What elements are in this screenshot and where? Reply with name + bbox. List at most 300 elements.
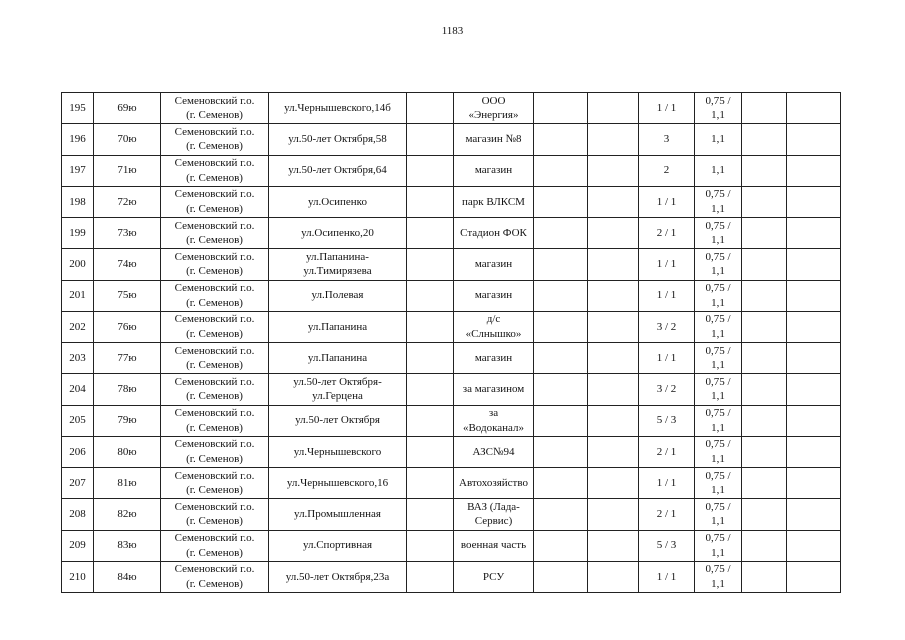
cell-address-line: ул.50-лет Октября,58 [288, 133, 387, 146]
cell-location [454, 186, 534, 217]
cell-empty [407, 499, 454, 530]
table-row [62, 280, 841, 311]
cell-row-number-text: 205 [69, 414, 86, 427]
cell-code [94, 93, 161, 124]
cell-row-number [62, 561, 94, 592]
cell-count-text: 5 / 3 [656, 414, 677, 427]
cell-rate-line: 1,1 [711, 265, 725, 278]
cell-empty [787, 186, 841, 217]
cell-empty [407, 186, 454, 217]
cell-municipality [161, 405, 269, 436]
cell-count-text: 1 / 1 [656, 570, 677, 583]
cell-address-line: ул.50-лет Октября- [293, 375, 382, 388]
table-row [62, 343, 841, 374]
cell-empty [534, 436, 588, 467]
cell-address [269, 468, 407, 499]
cell-location [454, 468, 534, 499]
cell-code-text: 70ю [117, 133, 137, 146]
cell-rate [695, 186, 742, 217]
cell-empty [588, 374, 639, 405]
cell-empty [588, 218, 639, 249]
cell-rate-line: 1,1 [711, 515, 725, 528]
cell-location-line: «Слнышко» [465, 327, 522, 340]
cell-rate [695, 249, 742, 280]
cell-empty [742, 186, 787, 217]
cell-empty [534, 311, 588, 342]
cell-empty [407, 561, 454, 592]
cell-row-number [62, 374, 94, 405]
cell-code-text: 83ю [117, 539, 137, 552]
cell-location-line: Стадион ФОК [460, 226, 527, 239]
cell-municipality-line: Семеновский г.о. [174, 219, 255, 232]
cell-empty [742, 436, 787, 467]
cell-empty [407, 436, 454, 467]
cell-empty [742, 280, 787, 311]
cell-count [639, 436, 695, 467]
cell-location [454, 124, 534, 155]
cell-municipality-line: (г. Семенов) [186, 515, 243, 528]
cell-count [639, 249, 695, 280]
cell-empty [407, 311, 454, 342]
cell-code-text: 73ю [117, 226, 137, 239]
cell-rate-line: 1,1 [711, 390, 725, 403]
table-row [62, 218, 841, 249]
cell-rate-line: 0,75 / [705, 375, 731, 388]
cell-count [639, 561, 695, 592]
cell-rate-line: 0,75 / [705, 532, 731, 545]
cell-row-number-text: 198 [69, 195, 86, 208]
cell-row-number-text: 208 [69, 508, 86, 521]
cell-empty [534, 374, 588, 405]
table-body [62, 93, 841, 593]
cell-location-line: за [488, 407, 499, 420]
cell-code [94, 436, 161, 467]
cell-municipality-line: Семеновский г.о. [174, 563, 255, 576]
cell-row-number-text: 204 [69, 383, 86, 396]
cell-municipality-line: (г. Семенов) [186, 359, 243, 372]
cell-count-text: 1 / 1 [656, 289, 677, 302]
cell-row-number [62, 186, 94, 217]
cell-row-number-text: 207 [69, 476, 86, 489]
cell-code [94, 405, 161, 436]
cell-code-text: 69ю [117, 101, 137, 114]
cell-municipality-line: Семеновский г.о. [174, 250, 255, 263]
cell-location [454, 499, 534, 530]
cell-municipality-line: Семеновский г.о. [174, 344, 255, 357]
cell-rate-line: 1,1 [711, 452, 725, 465]
cell-location [454, 530, 534, 561]
cell-count [639, 186, 695, 217]
cell-empty [588, 93, 639, 124]
cell-address-line: ул.Спортивная [302, 539, 373, 552]
cell-municipality [161, 436, 269, 467]
cell-code-text: 80ю [117, 445, 137, 458]
cell-empty [588, 124, 639, 155]
cell-municipality-line: Семеновский г.о. [174, 375, 255, 388]
cell-code-text: 84ю [117, 570, 137, 583]
cell-count-text: 5 / 3 [656, 539, 677, 552]
table-row [62, 124, 841, 155]
cell-empty [588, 249, 639, 280]
cell-location-line: АЗС№94 [472, 445, 515, 458]
cell-count [639, 93, 695, 124]
cell-count-text: 2 / 1 [656, 508, 677, 521]
cell-rate [695, 530, 742, 561]
cell-address [269, 155, 407, 186]
cell-location [454, 311, 534, 342]
cell-row-number [62, 436, 94, 467]
cell-rate [695, 124, 742, 155]
cell-municipality [161, 468, 269, 499]
cell-municipality-line: (г. Семенов) [186, 577, 243, 590]
cell-location-line: «Энергия» [468, 109, 519, 122]
cell-address [269, 186, 407, 217]
cell-rate [695, 155, 742, 186]
cell-address-line: ул.50-лет Октября [295, 414, 380, 427]
cell-empty [588, 436, 639, 467]
cell-municipality-line: (г. Семенов) [186, 296, 243, 309]
cell-location [454, 280, 534, 311]
cell-count [639, 343, 695, 374]
cell-empty [742, 311, 787, 342]
cell-address [269, 499, 407, 530]
cell-municipality-line: Семеновский г.о. [174, 313, 255, 326]
cell-municipality-line: Семеновский г.о. [174, 188, 255, 201]
cell-address-line: ул.Чернышевского,16 [286, 476, 389, 489]
cell-row-number [62, 311, 94, 342]
cell-count-text: 2 [663, 164, 670, 177]
cell-municipality-line: (г. Семенов) [186, 452, 243, 465]
cell-municipality [161, 561, 269, 592]
cell-row-number [62, 343, 94, 374]
cell-location-line: Автохозяйство [459, 476, 528, 489]
cell-code [94, 249, 161, 280]
cell-address-line: ул.50-лет Октября,64 [288, 164, 387, 177]
cell-empty [787, 499, 841, 530]
table-row [62, 561, 841, 592]
cell-row-number [62, 468, 94, 499]
cell-empty [742, 124, 787, 155]
cell-empty [534, 93, 588, 124]
cell-rate-line: 1,1 [711, 133, 725, 146]
cell-municipality-line: (г. Семенов) [186, 546, 243, 559]
cell-count [639, 280, 695, 311]
cell-empty [534, 561, 588, 592]
cell-empty [407, 468, 454, 499]
cell-address-line: ул.Полевая [311, 289, 364, 302]
cell-location [454, 218, 534, 249]
cell-row-number-text: 203 [69, 351, 86, 364]
cell-empty [534, 124, 588, 155]
cell-empty [787, 155, 841, 186]
cell-location-line: ВАЗ (Лада- [467, 500, 520, 513]
cell-location [454, 93, 534, 124]
cell-empty [787, 374, 841, 405]
table-row [62, 405, 841, 436]
page-number: 1183 [441, 25, 464, 37]
cell-municipality [161, 218, 269, 249]
cell-row-number [62, 405, 94, 436]
cell-count-text: 2 / 1 [656, 226, 677, 239]
cell-location-line: магазин [474, 351, 513, 364]
cell-code [94, 186, 161, 217]
cell-empty [534, 468, 588, 499]
cell-address [269, 93, 407, 124]
data-table [61, 92, 841, 593]
cell-municipality [161, 93, 269, 124]
cell-rate-line: 0,75 / [705, 282, 731, 295]
cell-rate [695, 499, 742, 530]
cell-municipality-line: Семеновский г.о. [174, 407, 255, 420]
cell-rate [695, 93, 742, 124]
cell-empty [407, 249, 454, 280]
cell-location-line: ООО [481, 94, 506, 107]
cell-municipality-line: (г. Семенов) [186, 327, 243, 340]
cell-rate [695, 374, 742, 405]
cell-count-text: 1 / 1 [656, 476, 677, 489]
cell-address-line: ул.Чернышевского [293, 445, 382, 458]
cell-count-text: 1 / 1 [656, 195, 677, 208]
cell-municipality [161, 374, 269, 405]
cell-empty [407, 530, 454, 561]
cell-rate-line: 1,1 [711, 421, 725, 434]
cell-empty [534, 530, 588, 561]
cell-address [269, 311, 407, 342]
cell-count-text: 1 / 1 [656, 101, 677, 114]
cell-empty [588, 405, 639, 436]
cell-rate [695, 311, 742, 342]
cell-count [639, 405, 695, 436]
cell-municipality [161, 499, 269, 530]
cell-municipality [161, 343, 269, 374]
cell-location-line: Сервис) [474, 515, 513, 528]
cell-count-text: 1 / 1 [656, 258, 677, 271]
cell-location [454, 405, 534, 436]
cell-municipality-line: (г. Семенов) [186, 390, 243, 403]
cell-code [94, 499, 161, 530]
cell-empty [534, 343, 588, 374]
cell-empty [742, 249, 787, 280]
cell-row-number [62, 93, 94, 124]
cell-location [454, 343, 534, 374]
cell-municipality [161, 124, 269, 155]
cell-row-number-text: 201 [69, 289, 86, 302]
cell-municipality [161, 155, 269, 186]
cell-address-line: ул.50-лет Октября,23а [285, 570, 390, 583]
cell-municipality-line: (г. Семенов) [186, 265, 243, 278]
cell-empty [588, 280, 639, 311]
cell-count [639, 374, 695, 405]
cell-code [94, 530, 161, 561]
table-row [62, 374, 841, 405]
cell-row-number [62, 249, 94, 280]
cell-address [269, 561, 407, 592]
cell-location-line: парк ВЛКСМ [462, 195, 525, 208]
cell-municipality-line: Семеновский г.о. [174, 469, 255, 482]
cell-address-line: ул.Промышленная [294, 508, 381, 521]
cell-row-number-text: 200 [69, 258, 86, 271]
cell-empty [407, 124, 454, 155]
cell-code-text: 71ю [117, 164, 137, 177]
table-row [62, 155, 841, 186]
cell-location [454, 249, 534, 280]
cell-empty [534, 280, 588, 311]
cell-rate-line: 1,1 [711, 296, 725, 309]
cell-empty [407, 93, 454, 124]
cell-municipality-line: (г. Семенов) [186, 202, 243, 215]
cell-code [94, 343, 161, 374]
cell-code-text: 76ю [117, 320, 137, 333]
cell-code-text: 74ю [117, 258, 137, 271]
cell-row-number [62, 218, 94, 249]
cell-empty [787, 218, 841, 249]
cell-location-line: д/с [486, 313, 501, 326]
cell-count [639, 468, 695, 499]
cell-municipality-line: (г. Семенов) [186, 109, 243, 122]
cell-row-number-text: 209 [69, 539, 86, 552]
cell-empty [534, 186, 588, 217]
cell-rate-line: 0,75 / [705, 219, 731, 232]
cell-empty [588, 343, 639, 374]
table-row [62, 311, 841, 342]
cell-municipality-line: Семеновский г.о. [174, 94, 255, 107]
cell-rate [695, 218, 742, 249]
cell-rate-line: 0,75 / [705, 438, 731, 451]
cell-empty [588, 155, 639, 186]
cell-empty [787, 468, 841, 499]
cell-rate-line: 0,75 / [705, 188, 731, 201]
cell-empty [742, 343, 787, 374]
cell-address-line: ул.Папанина- [306, 250, 369, 263]
cell-municipality-line: (г. Семенов) [186, 140, 243, 153]
cell-location [454, 436, 534, 467]
cell-municipality-line: (г. Семенов) [186, 421, 243, 434]
cell-empty [742, 155, 787, 186]
table-row [62, 499, 841, 530]
cell-code [94, 155, 161, 186]
cell-rate-line: 1,1 [711, 359, 725, 372]
cell-rate [695, 280, 742, 311]
cell-code-text: 78ю [117, 383, 137, 396]
cell-municipality-line: Семеновский г.о. [174, 125, 255, 138]
cell-empty [742, 561, 787, 592]
cell-count [639, 499, 695, 530]
cell-empty [787, 405, 841, 436]
cell-address-line: ул.Осипенко [308, 195, 367, 208]
cell-row-number-text: 195 [69, 101, 86, 114]
cell-empty [787, 311, 841, 342]
cell-empty [407, 405, 454, 436]
cell-rate [695, 468, 742, 499]
table-row [62, 436, 841, 467]
cell-address [269, 343, 407, 374]
cell-empty [787, 561, 841, 592]
cell-empty [407, 374, 454, 405]
cell-count [639, 311, 695, 342]
cell-municipality-line: (г. Семенов) [186, 484, 243, 497]
cell-rate-line: 0,75 / [705, 500, 731, 513]
cell-count-text: 3 / 2 [656, 383, 677, 396]
cell-row-number-text: 202 [69, 320, 86, 333]
cell-municipality [161, 311, 269, 342]
cell-code-text: 79ю [117, 414, 137, 427]
cell-rate [695, 561, 742, 592]
cell-rate [695, 405, 742, 436]
cell-empty [534, 499, 588, 530]
cell-rate-line: 1,1 [711, 327, 725, 340]
cell-code-text: 75ю [117, 289, 137, 302]
cell-address [269, 374, 407, 405]
cell-empty [787, 249, 841, 280]
table-row [62, 93, 841, 124]
cell-rate-line: 0,75 / [705, 469, 731, 482]
cell-row-number-text: 210 [69, 570, 86, 583]
cell-rate-line: 1,1 [711, 234, 725, 247]
cell-empty [787, 124, 841, 155]
cell-address [269, 280, 407, 311]
cell-address [269, 249, 407, 280]
cell-location-line: РСУ [482, 570, 505, 583]
cell-empty [407, 155, 454, 186]
cell-municipality-line: Семеновский г.о. [174, 500, 255, 513]
cell-count [639, 530, 695, 561]
cell-code-text: 72ю [117, 195, 137, 208]
cell-code [94, 561, 161, 592]
cell-location [454, 374, 534, 405]
cell-location-line: магазин [474, 258, 513, 271]
cell-row-number-text: 197 [69, 164, 86, 177]
cell-rate-line: 1,1 [711, 577, 725, 590]
cell-rate-line: 1,1 [711, 546, 725, 559]
cell-location-line: магазин [474, 164, 513, 177]
cell-location-line: за магазином [462, 383, 525, 396]
cell-empty [787, 280, 841, 311]
cell-rate [695, 436, 742, 467]
cell-empty [588, 530, 639, 561]
cell-rate-line: 1,1 [711, 202, 725, 215]
cell-empty [534, 405, 588, 436]
table-row [62, 530, 841, 561]
cell-municipality [161, 280, 269, 311]
cell-count [639, 155, 695, 186]
cell-location-line: магазин №8 [465, 133, 522, 146]
cell-empty [742, 405, 787, 436]
cell-address-line: ул.Папанина [307, 351, 368, 364]
cell-empty [742, 530, 787, 561]
cell-count-text: 1 / 1 [656, 351, 677, 364]
cell-row-number [62, 530, 94, 561]
cell-empty [534, 249, 588, 280]
cell-code [94, 311, 161, 342]
cell-address [269, 124, 407, 155]
cell-row-number [62, 280, 94, 311]
cell-empty [534, 155, 588, 186]
cell-rate-line: 0,75 / [705, 407, 731, 420]
cell-location-line: «Водоканал» [462, 421, 525, 434]
cell-empty [407, 280, 454, 311]
table-row [62, 249, 841, 280]
table-row [62, 186, 841, 217]
cell-rate-line: 1,1 [711, 484, 725, 497]
cell-empty [787, 93, 841, 124]
cell-empty [787, 436, 841, 467]
cell-empty [588, 186, 639, 217]
cell-empty [588, 311, 639, 342]
cell-municipality [161, 530, 269, 561]
cell-empty [742, 499, 787, 530]
cell-address-line: ул.Герцена [312, 390, 363, 403]
cell-address-line: ул.Чернышевского,14б [284, 101, 391, 114]
